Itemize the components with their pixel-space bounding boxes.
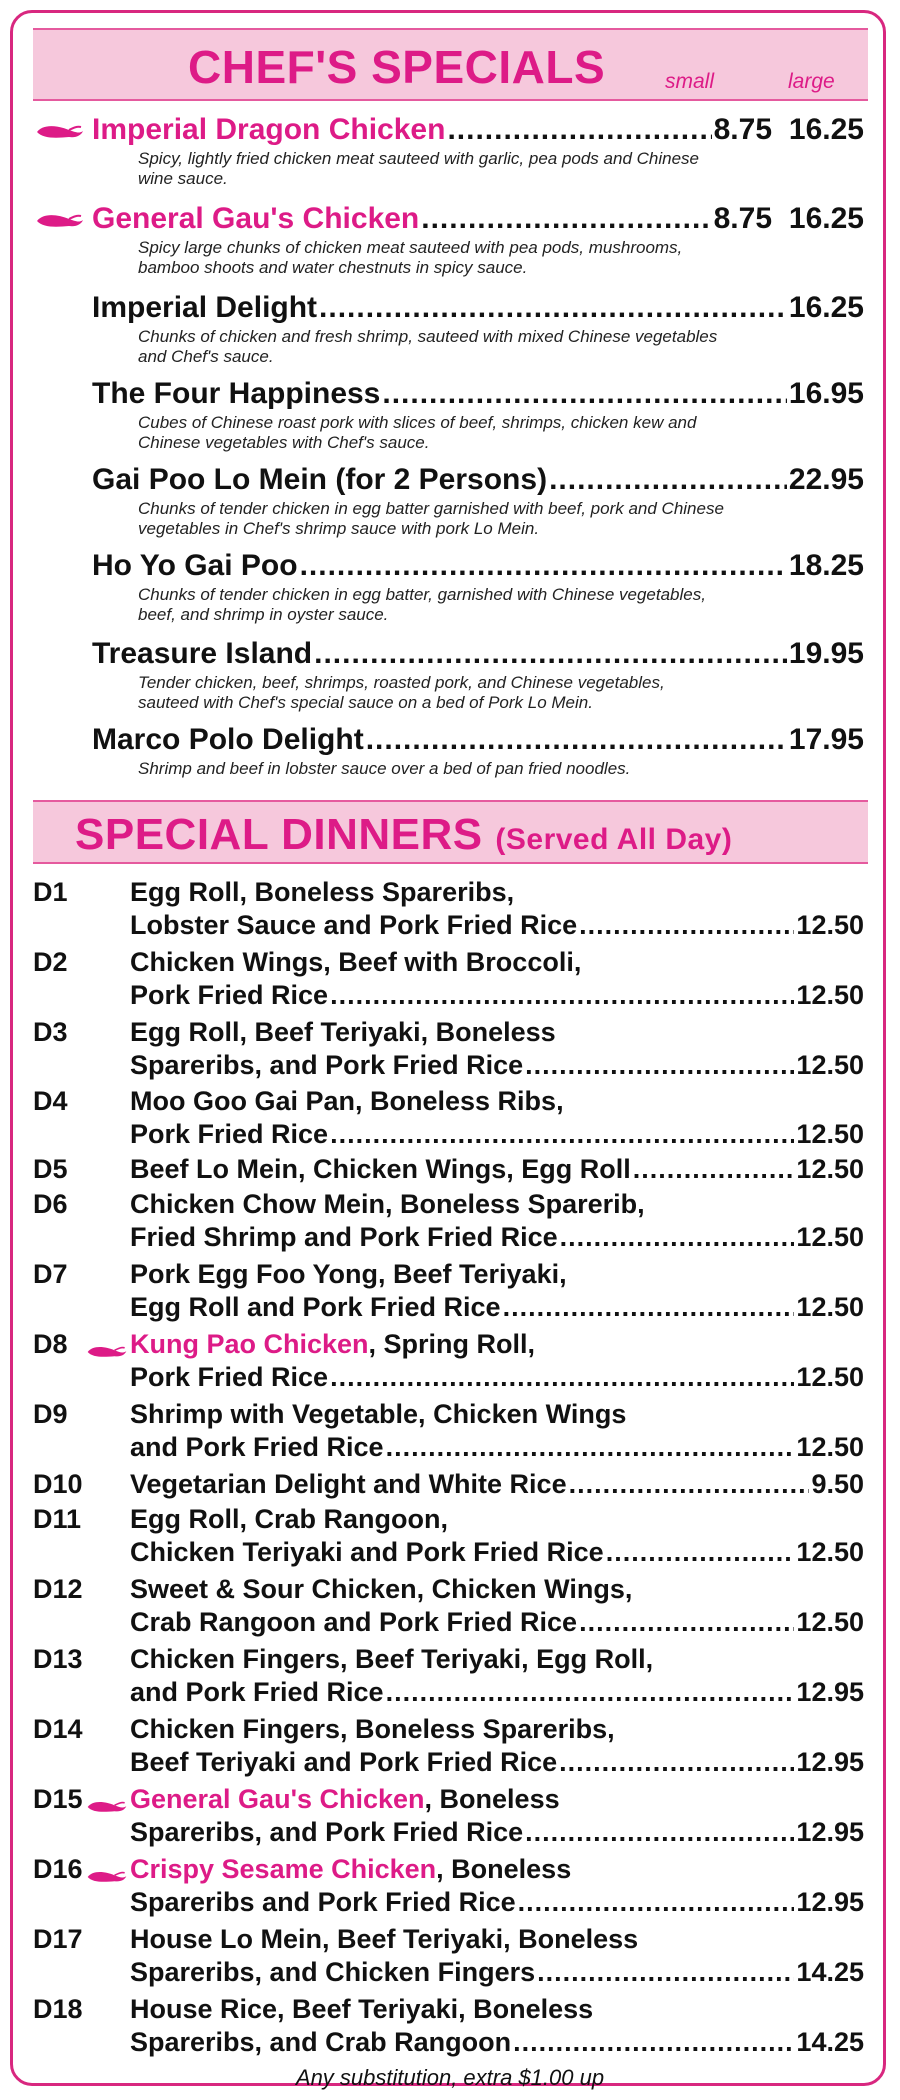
- dinner-line1: [130, 1993, 593, 2026]
- hot-pepper-icon: [86, 1861, 128, 1879]
- dinner-line1-text: Egg Roll, Beef Teriyaki, Boneless: [130, 1017, 556, 1047]
- chef-item-desc-line2: sauteed with Chef's special sauce on a bed of Pork Lo Mein.: [138, 693, 593, 712]
- dinner-line1-text: House Rice, Beef Teriyaki, Boneless: [130, 1994, 594, 2024]
- leader-dots: [319, 290, 787, 326]
- dinner-code: D1: [33, 877, 68, 907]
- hot-pepper-icon: [35, 211, 85, 231]
- dinner-line2: [130, 1431, 864, 1464]
- chef-item-row: [92, 112, 864, 148]
- leader-dots: [579, 909, 794, 942]
- dinner-price: 12.50: [796, 1607, 864, 1637]
- dinner-line1: [130, 1643, 653, 1676]
- leader-dots: [633, 1153, 795, 1186]
- leader-dots: [330, 979, 794, 1012]
- dinner-line2-text: Beef Teriyaki and Pork Fried Rice: [130, 1747, 558, 1777]
- chef-item-name: Imperial Dragon Chicken: [92, 113, 446, 146]
- dinner-line2-text: Spareribs, and Chicken Fingers: [130, 1957, 536, 1987]
- chef-item-desc-line1: Shrimp and beef in lobster sauce over a bed of pan fried noodles.: [138, 759, 631, 778]
- dinner-price: 12.50: [796, 1222, 864, 1252]
- dinner-code: D3: [33, 1017, 68, 1047]
- dinner-line2-text: Spareribs and Pork Fried Rice: [130, 1887, 516, 1917]
- dinner-code: D5: [33, 1154, 68, 1184]
- dinner-line1-text: Pork Egg Foo Yong, Beef Teriyaki,: [130, 1259, 567, 1289]
- dinner-line1: [130, 1085, 564, 1118]
- dinner-code: D4: [33, 1086, 68, 1116]
- chef-item-desc-line2: and Chef's sauce.: [138, 347, 274, 366]
- dinner-line2: [130, 1361, 864, 1394]
- dinner-line2: [130, 1049, 864, 1082]
- dinner-line2-text: Spareribs, and Pork Fried Rice: [130, 1817, 524, 1847]
- large-size-label: large: [788, 70, 835, 93]
- dinner-code: D13: [33, 1644, 83, 1674]
- chef-item-desc-line1: Chunks of tender chicken in egg batter, garnished with Chinese vegetables,: [138, 585, 706, 604]
- chef-item-row: [92, 201, 864, 237]
- chef-item-row: [92, 462, 864, 498]
- dinner-line2: [130, 1536, 864, 1569]
- dinner-line1: [130, 876, 514, 909]
- chef-item-description: [138, 149, 818, 189]
- dinner-code: D15: [33, 1784, 83, 1814]
- leader-dots: [366, 722, 787, 758]
- chef-item-name: General Gau's Chicken: [92, 202, 420, 235]
- small-size-label: small: [665, 70, 715, 93]
- dinner-code: D14: [33, 1714, 83, 1744]
- chef-item-description: [138, 499, 818, 539]
- leader-dots: [525, 1816, 794, 1849]
- dinner-line1: [130, 1853, 571, 1886]
- dinner-line2: [130, 909, 864, 942]
- dinner-line1: [130, 946, 581, 979]
- leader-dots: [386, 1431, 795, 1464]
- dinner-line2-text: Spareribs, and Pork Fried Rice: [130, 1050, 524, 1080]
- chef-item-price: 16.95: [788, 377, 864, 410]
- chef-item-large-price: 16.25: [788, 202, 864, 235]
- leader-dots: [447, 112, 711, 148]
- chef-item-small-price: 8.75: [713, 202, 772, 235]
- dinner-line1: [130, 1328, 535, 1361]
- chef-item-row: [92, 376, 864, 412]
- dinner-line1: [130, 1573, 632, 1606]
- dinner-line2: [130, 1221, 864, 1254]
- chef-item-desc-line2: beef, and shrimp in oyster sauce.: [138, 605, 389, 624]
- dinner-line1-text: Egg Roll, Crab Rangoon,: [130, 1504, 448, 1534]
- dinner-price: 12.50: [796, 1154, 864, 1184]
- dinner-line1: [130, 1398, 626, 1431]
- dinner-price: 12.50: [796, 1537, 864, 1567]
- dinner-line1-text: Sweet & Sour Chicken, Chicken Wings,: [130, 1574, 633, 1604]
- dinner-price: 12.50: [796, 980, 864, 1010]
- dinner-line2-text: Lobster Sauce and Pork Fried Rice: [130, 910, 578, 940]
- dinner-price: 12.50: [796, 1292, 864, 1322]
- dinner-code: D9: [33, 1399, 68, 1429]
- chefs-specials-title: CHEF'S SPECIALS: [188, 41, 606, 93]
- dinner-line2: [130, 1606, 864, 1639]
- special-dinners-title: [75, 810, 732, 860]
- chef-item-name: Treasure Island: [92, 637, 313, 670]
- dinner-spicy-dish: Kung Pao Chicken: [130, 1329, 369, 1359]
- chef-item-desc-line1: Tender chicken, beef, shrimps, roasted pork, and Chinese vegetables,: [138, 673, 665, 692]
- dinner-line2: [130, 2026, 864, 2059]
- dinner-line1-text: Chicken Wings, Beef with Broccoli,: [130, 947, 582, 977]
- chef-item-price: 17.95: [788, 723, 864, 756]
- dinner-price: 12.95: [796, 1887, 864, 1917]
- chef-item-name: Gai Poo Lo Mein (for 2 Persons): [92, 463, 548, 496]
- chef-item-name: Ho Yo Gai Poo: [92, 549, 298, 582]
- dinner-line1: [130, 1503, 448, 1536]
- dinner-line2: [130, 1153, 864, 1186]
- dinner-line2: [130, 1956, 864, 1989]
- chef-item-description: [138, 585, 818, 625]
- dinner-price: 12.50: [796, 1432, 864, 1462]
- leader-dots: [503, 1291, 795, 1324]
- chef-item-small-price: 8.75: [713, 113, 772, 146]
- dinner-line1-text: Chicken Fingers, Boneless Spareribs,: [130, 1714, 615, 1744]
- dinner-code: D8: [33, 1329, 68, 1359]
- chef-item-description: [138, 327, 818, 367]
- substitution-note: Any substitution, extra $1.00 up: [295, 2065, 605, 2090]
- dinner-line2: [130, 1746, 864, 1779]
- dinner-price: 12.50: [796, 910, 864, 940]
- chef-item-desc-line2: Chinese vegetables with Chef's sauce.: [138, 433, 430, 452]
- chef-item-desc-line2: bamboo shoots and water chestnuts in spicy sauce.: [138, 258, 528, 277]
- dinner-code: D6: [33, 1189, 68, 1219]
- leader-dots: [300, 548, 787, 584]
- chef-item-row: [92, 290, 864, 326]
- leader-dots: [421, 201, 711, 237]
- dinner-price: 12.95: [796, 1817, 864, 1847]
- dinner-code: D7: [33, 1259, 68, 1289]
- chef-item-desc-line1: Spicy, lightly fried chicken meat sauteed with garlic, pea pods and Chinese: [138, 149, 699, 168]
- leader-dots: [606, 1536, 795, 1569]
- chef-item-price: 22.95: [788, 463, 864, 496]
- dinner-line2-text: Vegetarian Delight and White Rice: [130, 1469, 567, 1499]
- dinner-line2-text: Egg Roll and Pork Fried Rice: [130, 1292, 501, 1322]
- chef-item-name: Imperial Delight: [92, 291, 318, 324]
- dinner-line2-text: Pork Fried Rice: [130, 1362, 329, 1392]
- dinner-line1-text: , Boneless: [436, 1854, 572, 1884]
- chef-item-price: 18.25: [788, 549, 864, 582]
- dinner-line2: [130, 1676, 864, 1709]
- dinner-line2-text: Chicken Teriyaki and Pork Fried Rice: [130, 1537, 604, 1567]
- dinner-line1-text: Chicken Fingers, Beef Teriyaki, Egg Roll,: [130, 1644, 654, 1674]
- leader-dots: [537, 1956, 794, 1989]
- dinner-price: 12.50: [796, 1119, 864, 1149]
- leader-dots: [549, 462, 787, 498]
- dinner-line2: [130, 1468, 864, 1501]
- dinner-code: D10: [33, 1469, 83, 1499]
- dinner-line2-text: Pork Fried Rice: [130, 1119, 329, 1149]
- chef-item-price: 19.95: [788, 637, 864, 670]
- dinner-line1-text: , Spring Roll,: [368, 1329, 536, 1359]
- dinner-line2-text: Crab Rangoon and Pork Fried Rice: [130, 1607, 578, 1637]
- special-dinners-banner: [33, 800, 868, 864]
- dinner-line2: [130, 1816, 864, 1849]
- dinner-line1: [130, 1016, 556, 1049]
- leader-dots: [525, 1049, 794, 1082]
- chef-item-large-price: 16.25: [788, 113, 864, 146]
- chef-item-desc-line1: Cubes of Chinese roast pork with slices of beef, shrimps, chicken kew and: [138, 413, 697, 432]
- dinner-line2: [130, 1291, 864, 1324]
- chef-item-desc-line2: wine sauce.: [138, 169, 228, 188]
- dinner-code: D17: [33, 1924, 83, 1954]
- dinner-line1-text: , Boneless: [424, 1784, 560, 1814]
- leader-dots: [314, 636, 787, 672]
- leader-dots: [518, 1886, 795, 1919]
- special-dinners-subtitle: (Served All Day): [495, 823, 733, 856]
- dinner-line2-text: Pork Fried Rice: [130, 980, 329, 1010]
- dinner-price: 12.50: [796, 1362, 864, 1392]
- dinner-line2-text: Fried Shrimp and Pork Fried Rice: [130, 1222, 558, 1252]
- dinner-line2-text: Beef Lo Mein, Chicken Wings, Egg Roll: [130, 1154, 631, 1184]
- dinner-price: 14.25: [796, 1957, 864, 1987]
- dinner-line2: [130, 1118, 864, 1151]
- dinner-price: 12.50: [796, 1050, 864, 1080]
- dinner-line1: [130, 1783, 560, 1816]
- chef-item-row: [92, 636, 864, 672]
- dinner-price: 9.50: [811, 1469, 864, 1499]
- hot-pepper-icon: [86, 1336, 128, 1354]
- chef-item-description: [138, 238, 818, 278]
- dinner-spicy-dish: General Gau's Chicken: [130, 1784, 425, 1814]
- dinner-line1-text: Chicken Chow Mein, Boneless Sparerib,: [130, 1189, 645, 1219]
- chef-item-name: Marco Polo Delight: [92, 723, 364, 756]
- leader-dots: [513, 2026, 794, 2059]
- leader-dots: [382, 376, 787, 412]
- chef-item-name: The Four Happiness: [92, 377, 381, 410]
- dinner-line2-text: and Pork Fried Rice: [130, 1432, 384, 1462]
- hot-pepper-icon: [35, 122, 85, 142]
- dinner-line1: [130, 1258, 567, 1291]
- leader-dots: [579, 1606, 794, 1639]
- dinner-line2: [130, 1886, 864, 1919]
- chef-item-description: [138, 673, 818, 713]
- leader-dots: [560, 1221, 795, 1254]
- dinner-price: 14.25: [796, 2027, 864, 2057]
- hot-pepper-icon: [86, 1791, 128, 1809]
- leader-dots: [386, 1676, 795, 1709]
- dinner-line2-text: Spareribs, and Crab Rangoon: [130, 2027, 512, 2057]
- chef-item-desc-line1: Chunks of chicken and fresh shrimp, sauteed with mixed Chinese vegetables: [138, 327, 718, 346]
- chef-item-description: [138, 413, 818, 453]
- dinner-code: D11: [33, 1504, 82, 1534]
- leader-dots: [559, 1746, 794, 1779]
- chef-item-desc-line2: vegetables in Chef's shrimp sauce with pork Lo Mein.: [138, 519, 540, 538]
- dinner-line1: [130, 1188, 645, 1221]
- dinner-code: D16: [33, 1854, 83, 1884]
- dinner-line1: [130, 1713, 615, 1746]
- dinner-price: 12.95: [796, 1677, 864, 1707]
- dinner-line1-text: House Lo Mein, Beef Teriyaki, Boneless: [130, 1924, 639, 1954]
- special-dinners-heading: SPECIAL DINNERS: [75, 810, 483, 859]
- leader-dots: [330, 1361, 794, 1394]
- chef-item-desc-line1: Spicy large chunks of chicken meat sauteed with pea pods, mushrooms,: [138, 238, 683, 257]
- dinner-code: D18: [33, 1994, 83, 2024]
- dinner-code: D12: [33, 1574, 83, 1604]
- chefs-specials-banner: [33, 28, 868, 101]
- chef-item-desc-line1: Chunks of tender chicken in egg batter garnished with beef, pork and Chinese: [138, 499, 724, 518]
- dinner-code: D2: [33, 947, 68, 977]
- chef-item-row: [92, 722, 864, 758]
- chef-item-price: 16.25: [788, 291, 864, 324]
- dinner-price: 12.95: [796, 1747, 864, 1777]
- chef-item-description: [138, 759, 818, 779]
- leader-dots: [330, 1118, 794, 1151]
- leader-dots: [569, 1468, 810, 1501]
- dinner-line1-text: Egg Roll, Boneless Spareribs,: [130, 877, 515, 907]
- chef-item-row: [92, 548, 864, 584]
- dinner-line2: [130, 979, 864, 1012]
- dinner-line1-text: Moo Goo Gai Pan, Boneless Ribs,: [130, 1086, 564, 1116]
- dinner-line2-text: and Pork Fried Rice: [130, 1677, 384, 1707]
- dinner-line1: [130, 1923, 638, 1956]
- dinner-spicy-dish: Crispy Sesame Chicken: [130, 1854, 437, 1884]
- dinner-line1-text: Shrimp with Vegetable, Chicken Wings: [130, 1399, 627, 1429]
